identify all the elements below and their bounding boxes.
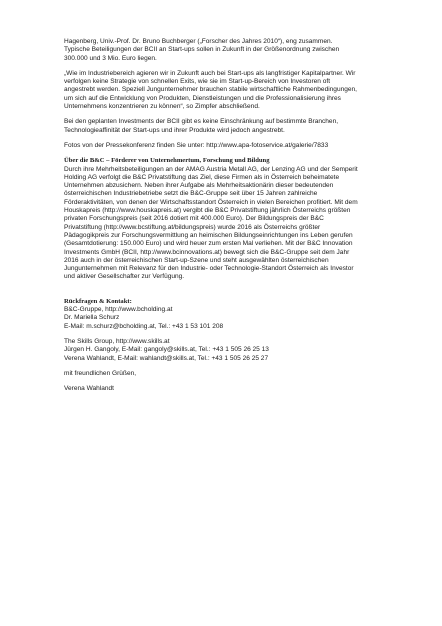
text-line: The Skills Group, http://www.skills.at [64,337,170,345]
text-line: privaten Forschungspreis (seit 2016 dotiert mit 400.000 Euro). Der Bildungspreis der B&C [64,215,324,223]
paragraph-planned-investments [64,118,394,135]
text-line: Typische Beteiligungen der BCII an Start-ups sollen in Zukunft in der Größenordnung zwischen [64,46,340,54]
paragraph-intro [64,38,394,63]
text-line: Unternehmens konzentrieren zu können“, so Zimpfer abschließend. [64,103,260,111]
text-line: Pädagogikpreis zur Forschungsvermittlung an heimischen Bildungseinrichtungen ins Leben gerufen [64,231,353,239]
contact-heading: Rückfragen & Kontakt: [64,297,132,305]
section-about [64,157,394,281]
text-line: österreichischen Industriebetriebe setzt die B&C-Gruppe seit über 15 Jahren zahlreiche [64,190,318,198]
text-line: Förderaktivitäten, von denen der Wirtschaftsstandort Österreich in vielen Bereichen profitiert. Mit dem [64,198,358,206]
text-line: Houskapreis (http://www.houskapreis.at) vergibt die B&C Privatstiftung jährlich Österreichs größten [64,207,351,215]
paragraph-photos [64,142,394,150]
text-line: Technologieaffinität der Start-ups und ihrer Produkte wird jedoch angestrebt. [64,126,285,134]
text-line: Hagenberg, Univ.-Prof. Dr. Bruno Buchberger („Forscher des Jahres 2010“), eng zusammen. [64,38,333,45]
text-line: Bei den geplanten Investments der BCII gibt es keine Einschränkung auf bestimmte Branchen, [64,118,339,126]
text-line: Jungunternehmen mit Relevanz für den Industrie- oder Technologie-Standort Österreich als Investor [64,265,354,273]
contact-skills-group [64,338,394,363]
text-line: angestrebt werden. Speziell Jungunternehmer brauchen stabile wirtschaftliche Rahmenbedingungen, [64,86,357,94]
document-body [64,38,394,400]
text-line: „Wie im Industriebereich agieren wir in Zukunft auch bei Start-ups als langfristiger Kapitalpartner. Wir [64,69,356,77]
paragraph-quote [64,70,394,111]
text-line: Holding AG verfolgt die B&C Privatstiftung das Ziel, diese Firmen als in Österreich beheimatete [64,173,340,181]
text-line: 2016 auch in der österreichischen Start-up-Szene und steht ausgewählten österreichischen [64,256,329,264]
text-line: Investments GmbH (BCII, http://www.bcinnovations.at) bewegt sich die B&C-Gruppe seit dem Jahr [64,248,350,256]
photos-link-line: Fotos von der Pressekonferenz finden Sie unter: http://www.apa-fotoservice.at/galerie/7833 [64,141,329,149]
text-line: Verena Wahlandt, E-Mail: wahlandt@skills.at, Tel.: +43 1 505 26 25 27 [64,354,269,362]
text-line: 300.000 und 3 Mio. Euro liegen. [64,54,157,62]
signature-name: Verena Wahlandt [64,385,114,393]
text-line: Unternehmen abzusichern. Neben ihrer Aufgabe als Mehrheitsaktionärin dieser bedeutenden [64,182,334,190]
closing [64,370,394,378]
text-line: Jürgen H. Gangoly, E-Mail: gangoly@skills.at, Tel.: +43 1 505 26 25 13 [64,346,269,354]
text-line: Dr. Mariella Schurz [64,314,120,322]
about-heading: Über die B&C – Förderer von Unternehmertum, Forschung und Bildung [64,157,270,165]
text-line: und aktiver Gesellschafter zur Verfügung. [64,273,185,281]
text-line: E-Mail: m.schurz@bcholding.at, Tel.: +43 1 53 101 208 [64,322,224,330]
text-line: (Gesamtdotierung: 150.000 Euro) und wird heuer zum ersten Mal verliehen. Mit der B&C Innovation [64,240,353,248]
text-line: verfolgen keine Strategie von schnellen Exits, wie sie im Start-up-Bereich von Investoren oft [64,78,331,86]
signature [64,385,394,393]
text-line: Privatstiftung (http://www.bcstiftung.at/bildungspreis) wurde 2016 als Österreichs größter [64,223,321,231]
section-contact [64,298,394,331]
closing-line: mit freundlichen Grüßen, [64,369,137,377]
text-line: um sich auf die Entwicklung von Produkten, Dienstleistungen und die Professionalisierung ihres [64,94,341,102]
text-line: B&C-Gruppe, http://www.bcholding.at [64,306,173,314]
text-line: Durch ihre Mehrheitsbeteiligungen an der AMAG Austria Metall AG, der Lenzing AG und der Semperit [64,165,358,173]
